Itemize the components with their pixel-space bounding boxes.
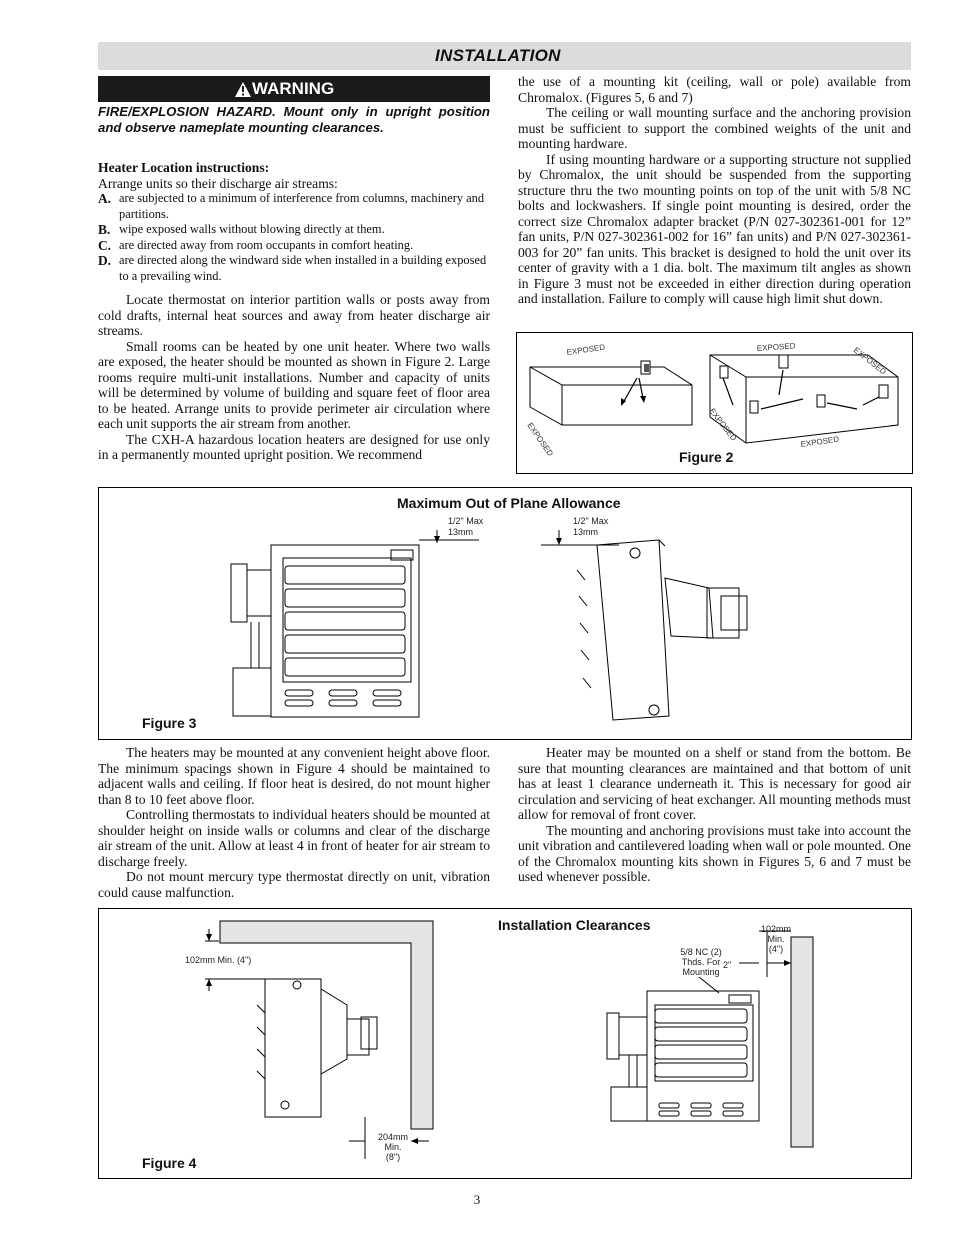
two-inch-label: 2" xyxy=(723,960,732,970)
figure-4-label: Figure 4 xyxy=(142,1155,197,1171)
paragraph: Heater may be mounted on a shelf or stand from the bottom. Be sure that mounting clearances are maintained and that bottom of unit has at least 1 clearance underneath it. This is necessary for good air circulation and servicing of heat exchanger. All mounting methods must allow for removal of front cover. xyxy=(518,745,911,822)
paragraph: The ceiling or wall mounting surface and the anchoring provision must be sufficient to support the combined weights of the unit and mounting hardware. xyxy=(518,105,911,151)
figure-2-label: Figure 2 xyxy=(679,449,734,465)
side-view-heater xyxy=(597,540,747,720)
figure-3 xyxy=(98,487,912,740)
right-column-text xyxy=(518,74,911,307)
exposed-label: EXPOSED xyxy=(525,420,555,458)
multi-heater-room xyxy=(710,355,898,443)
mounting-height-text xyxy=(98,745,490,900)
heater-units-group xyxy=(720,355,888,413)
page-number: 3 xyxy=(473,1192,481,1207)
exposed-label: EXPOSED xyxy=(707,406,739,443)
figure-4 xyxy=(98,908,912,1179)
side-view-heater-clearance xyxy=(265,979,377,1117)
paragraph: Small rooms can be heated by one unit heater. Where two walls are exposed, the heater should be mounted as shown in Figure 2. Large rooms require multi-unit installations. Number and capacity of units will be determined by volume of building and square feet of floor area to be heated. Arrange units to provide perimeter air circulation where each unit supports the air stream from another. xyxy=(98,338,490,431)
front-view-heater-clearance xyxy=(607,991,759,1121)
paragraph: If using mounting hardware or a supporting structure not supplied by Chromalox, the unit should be suspended from the supporting structure thru the two mounting points on top of the unit with 5/8 NC bolts and lockwashers. If single point mounting is desired, order the correct size Chromalox adapter bracket (P/N 027-302361-001 for 12” fan units, P/N 027-302361-002 for 16” fan units) and P/N 027-302361-003 for 20” fan units. This bracket is designed to hold the unit over its center of gravity with a 1 dia. bolt. The maximum tilt angles as shown in Figure 3 must not be exceeded in either direction during operation and installation. Failure to comply will cause high limit shut down. xyxy=(518,151,911,306)
mounting-thread-note: 5/8 NC (2) Thds. For Mounting xyxy=(680,947,722,977)
warning-banner xyxy=(98,76,490,102)
ceiling-wall xyxy=(220,921,433,1129)
exposed-label: EXPOSED xyxy=(756,341,796,353)
paragraph: The mounting and anchoring provisions must take into account the unit vibration and cantilevered loading when wall or pole mounted. One of the Chromalox mounting kits shown in Figures 5, 6 and 7 must be used whenever possible. xyxy=(518,822,911,884)
heater-unit-icon xyxy=(621,361,650,406)
location-title: Heater Location instructions: xyxy=(98,160,270,175)
list-item: B. wipe exposed walls without blowing directly at them. xyxy=(98,222,385,238)
location-intro: Arrange units so their discharge air streams: xyxy=(98,176,338,191)
list-item: A. are subjected to a minimum of interference from columns, machinery and partitions. xyxy=(98,191,485,221)
figure-4-title: Installation Clearances xyxy=(498,917,651,933)
right-clearance-label: 102mm Min. (4") xyxy=(760,924,791,954)
right-tilt-dimension: 1/2" Max 13mm xyxy=(573,516,609,537)
exposed-labels xyxy=(525,341,888,458)
section-header xyxy=(98,42,911,70)
paragraph: the use of a mounting kit (ceiling, wall or pole) available from Chromalox. (Figures 5, 6 and 7) xyxy=(518,74,911,105)
list-item: D. are directed along the windward side when installed in a building exposed to a prevailing wind. xyxy=(98,253,487,283)
side-wall xyxy=(791,937,813,1147)
figure-2 xyxy=(516,332,913,474)
location-list xyxy=(98,191,490,285)
paragraph: Do not mount mercury type thermostat directly on unit, vibration could cause malfunction. xyxy=(98,869,490,900)
hazard-statement: FIRE/EXPLOSION HAZARD. Mount only in upright position and observe nameplate mounting clearances. xyxy=(98,104,490,135)
exposed-label: EXPOSED xyxy=(851,345,888,377)
warning-label: WARNING xyxy=(252,79,335,98)
shelf-mounting-text xyxy=(518,745,911,885)
exposed-label: EXPOSED xyxy=(800,434,840,449)
front-view-heater xyxy=(231,545,419,717)
figure-3-title: Maximum Out of Plane Allowance xyxy=(397,495,621,511)
paragraph: The CXH-A hazardous location heaters are designed for use only in a permanently mounted upright position. We recommend xyxy=(98,431,490,462)
single-heater-room xyxy=(530,367,692,425)
paragraph: Locate thermostat on interior partition walls or posts away from cold drafts, internal heat sources and away from heater discharge air streams. xyxy=(98,292,490,338)
left-column-text xyxy=(98,292,490,463)
paragraph: The heaters may be mounted at any convenient height above floor. The minimum spacings shown in Figure 4 should be maintained to adjacent walls and ceiling. If floor heat is desired, do not mount higher than 8 to 10 feet above floor. xyxy=(98,745,490,807)
tilt-diagram xyxy=(99,488,911,739)
bottom-clearance-label: 204mm Min. (8") xyxy=(377,1132,408,1162)
left-tilt-dimension: 1/2" Max 13mm xyxy=(448,516,484,537)
top-clearance-label: 102mm Min. (4") xyxy=(185,955,252,965)
list-item: C. are directed away from room occupants in comfort heating. xyxy=(98,237,414,253)
paragraph: Controlling thermostats to individual heaters should be mounted at shoulder height on inside walls or columns and clear of the discharge air stream of the unit. Allow at least 4 in front of heater for air stream to discharge freely. xyxy=(98,807,490,869)
louver-edges xyxy=(257,1005,265,1079)
louver-edges xyxy=(577,570,591,688)
figure-3-label: Figure 3 xyxy=(142,715,197,731)
section-title: INSTALLATION xyxy=(435,46,561,65)
clearance-diagram xyxy=(99,909,911,1178)
exposed-label: EXPOSED xyxy=(566,342,606,357)
warning-triangle-icon xyxy=(235,82,251,97)
